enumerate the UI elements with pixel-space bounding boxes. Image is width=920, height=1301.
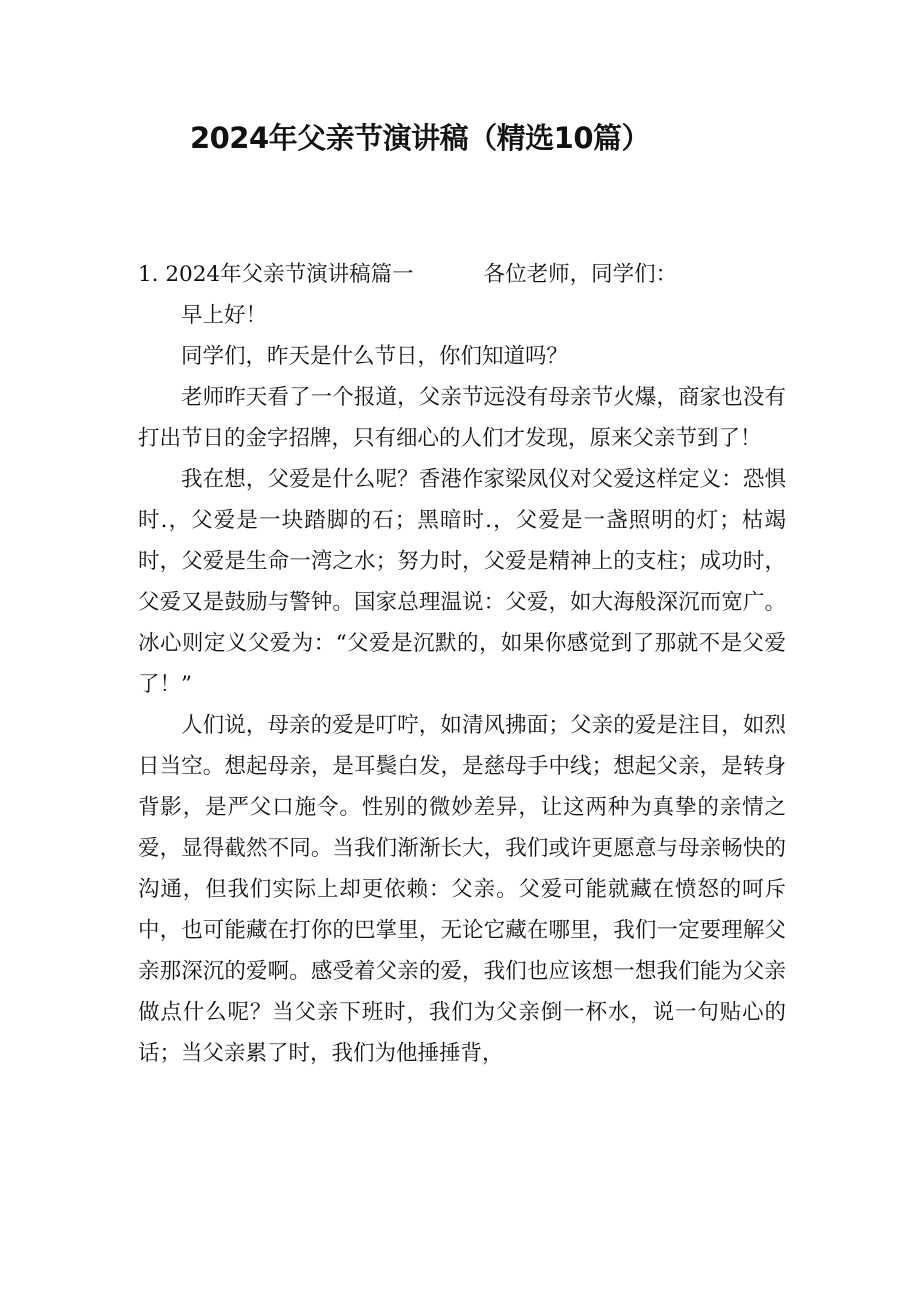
- section-heading-line: [138, 254, 786, 295]
- paragraph-report: 老师昨天看了一个报道，父亲节远没有母亲节火爆，商家也没有打出节日的金字招牌，只有细心的人们才发现，原来父亲节到了！: [138, 385, 786, 451]
- paragraph-question: 同学们，昨天是什么节日，你们知道吗？: [181, 344, 569, 369]
- paragraph-greeting: 早上好！: [181, 303, 268, 328]
- section-heading: 1. 2024年父亲节演讲稿篇一: [138, 262, 414, 287]
- document-title: 2024年父亲节演讲稿（精选10篇）: [189, 121, 651, 155]
- paragraph-comparison: 人们说，母亲的爱是叮咛，如清风拂面；父亲的爱是注目，如烈日当空。想起母亲，是耳鬓白发，是慈母手中线；想起父亲，是转身背影，是严父口施令。性别的微妙差异，让这两种为真挚的亲情之爱，显得截然不同。当我们渐渐长大，我们或许更愿意与母亲畅快的沟通，但我们实际上却更依赖：父亲。父爱可能就藏在愤怒的呵斥中，也可能藏在打你的巴掌里，无论它藏在哪里，我们一定要理解父亲那深沉的爱啊。感受着父亲的爱，我们也应该想一想我们能为父亲做点什么呢？当父亲下班时，我们为父亲倒一杯水，说一句贴心的话；当父亲累了时，我们为他捶捶背，: [138, 713, 786, 1066]
- salutation: 各位老师，同学们：: [483, 262, 678, 287]
- document-body: [138, 254, 786, 1074]
- paragraph-definition: 我在想，父爱是什么呢？香港作家梁凤仪对父爱这样定义：恐惧时.，父爱是一块踏脚的石；黑暗时.，父爱是一盏照明的灯；枯竭时，父爱是生命一湾之水；努力时，父爱是精神上的支柱；成功时，父爱又是鼓励与警钟。国家总理温说：父爱，如大海般深沉而宽广。冰心则定义父爱为：“父爱是沉默的，如果你感觉到了那就不是父爱了！”: [138, 467, 786, 697]
